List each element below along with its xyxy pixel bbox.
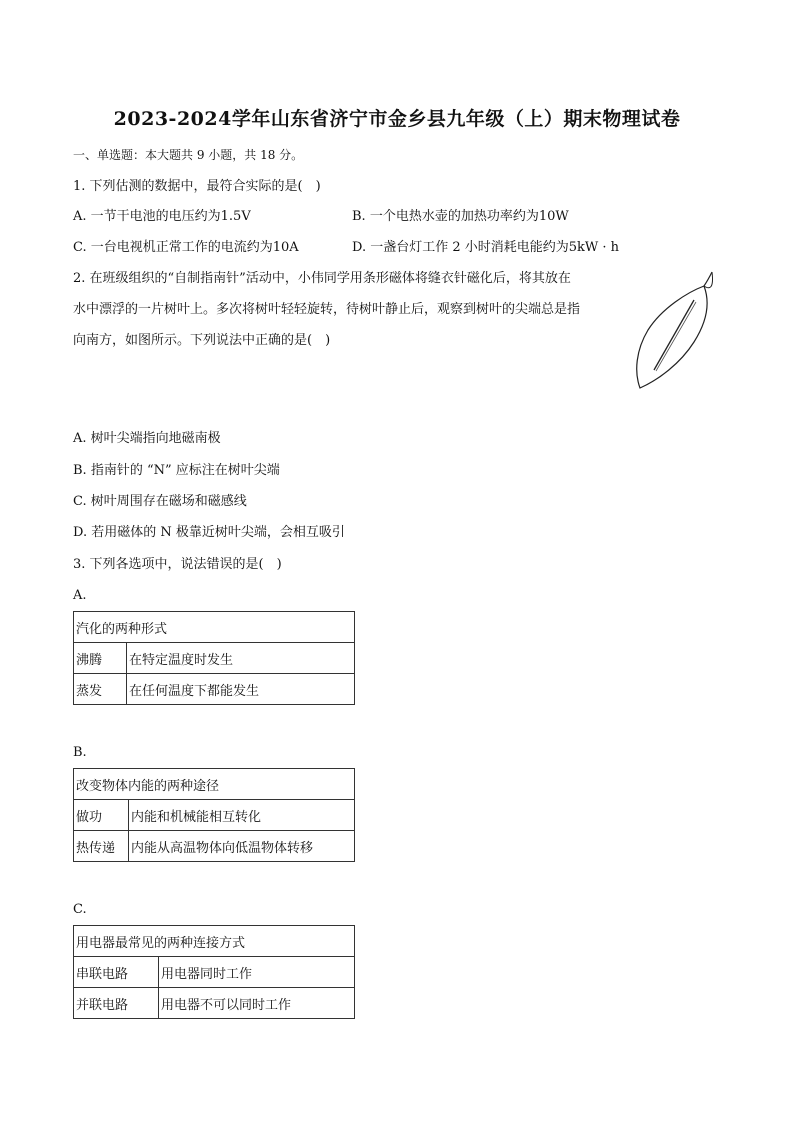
table-row: [74, 800, 355, 831]
needle: [654, 300, 694, 370]
table-cell: 用电器不可以同时工作: [159, 988, 355, 1019]
leaf-stem: [704, 272, 712, 286]
table-cell: 并联电路: [74, 988, 159, 1019]
table-cell: 做功: [74, 800, 129, 831]
q1-option-b: B. 一个电热水壶的加热功率约为10W: [352, 209, 569, 224]
q3-stem: 3. 下列各选项中，说法错误的是( ): [73, 557, 282, 572]
table-row: [74, 957, 355, 988]
q1-option-c: C. 一台电视机正常工作的电流约为10A: [73, 240, 299, 255]
section-heading: 一、单选题：本大题共 9 小题，共 18 分。: [73, 148, 304, 162]
table-cell: 在特定温度时发生: [127, 643, 355, 674]
q3-option-b-label: B.: [73, 745, 87, 760]
q3-option-b-table: [73, 768, 355, 862]
table-row: [74, 831, 355, 862]
q3-option-a-label: A.: [73, 588, 87, 603]
q2-stem-line-3: 向南方，如图所示。下列说法中正确的是( ): [73, 333, 331, 348]
leaf-outline: [637, 286, 707, 388]
leaf-needle-figure: [628, 268, 720, 392]
table-header: 用电器最常见的两种连接方式: [74, 926, 355, 957]
q1-option-a: A. 一节干电池的电压约为1.5V: [73, 209, 251, 224]
table-cell: 串联电路: [74, 957, 159, 988]
page-title: 2023-2024学年山东省济宁市金乡县九年级（上）期末物理试卷: [113, 108, 681, 130]
table-cell: 在任何温度下都能发生: [127, 674, 355, 705]
q2-stem-line-2: 水中漂浮的一片树叶上。多次将树叶轻轻旋转，待树叶静止后，观察到树叶的尖端总是指: [73, 302, 581, 317]
table-row: [74, 643, 355, 674]
table-cell: 内能从高温物体向低温物体转移: [129, 831, 355, 862]
table-cell: 用电器同时工作: [159, 957, 355, 988]
table-header: 汽化的两种形式: [74, 612, 355, 643]
q1-option-d: D. 一盏台灯工作 2 小时消耗电能约为5kW · h: [352, 240, 620, 255]
table-cell: 蒸发: [74, 674, 127, 705]
q3-option-c-label: C.: [73, 902, 87, 917]
table-cell: 沸腾: [74, 643, 127, 674]
q1-stem: 1. 下列估测的数据中，最符合实际的是( ): [73, 179, 321, 194]
table-cell: 热传递: [74, 831, 129, 862]
q2-option-b: B. 指南针的 “N” 应标注在树叶尖端: [73, 463, 280, 478]
q3-option-c-table: [73, 925, 355, 1019]
table-row: [74, 674, 355, 705]
q2-option-d: D. 若用磁体的 N 极靠近树叶尖端，会相互吸引: [73, 525, 345, 540]
q3-option-a-table: [73, 611, 355, 705]
q2-option-c: C. 树叶周围存在磁场和磁感线: [73, 494, 247, 509]
table-row: [74, 988, 355, 1019]
q2-option-a: A. 树叶尖端指向地磁南极: [73, 431, 221, 446]
q2-stem-line-1: 2. 在班级组织的“自制指南针”活动中，小伟同学用条形磁体将缝衣针磁化后，将其放在: [73, 271, 571, 286]
table-header: 改变物体内能的两种途径: [74, 769, 355, 800]
table-cell: 内能和机械能相互转化: [129, 800, 355, 831]
